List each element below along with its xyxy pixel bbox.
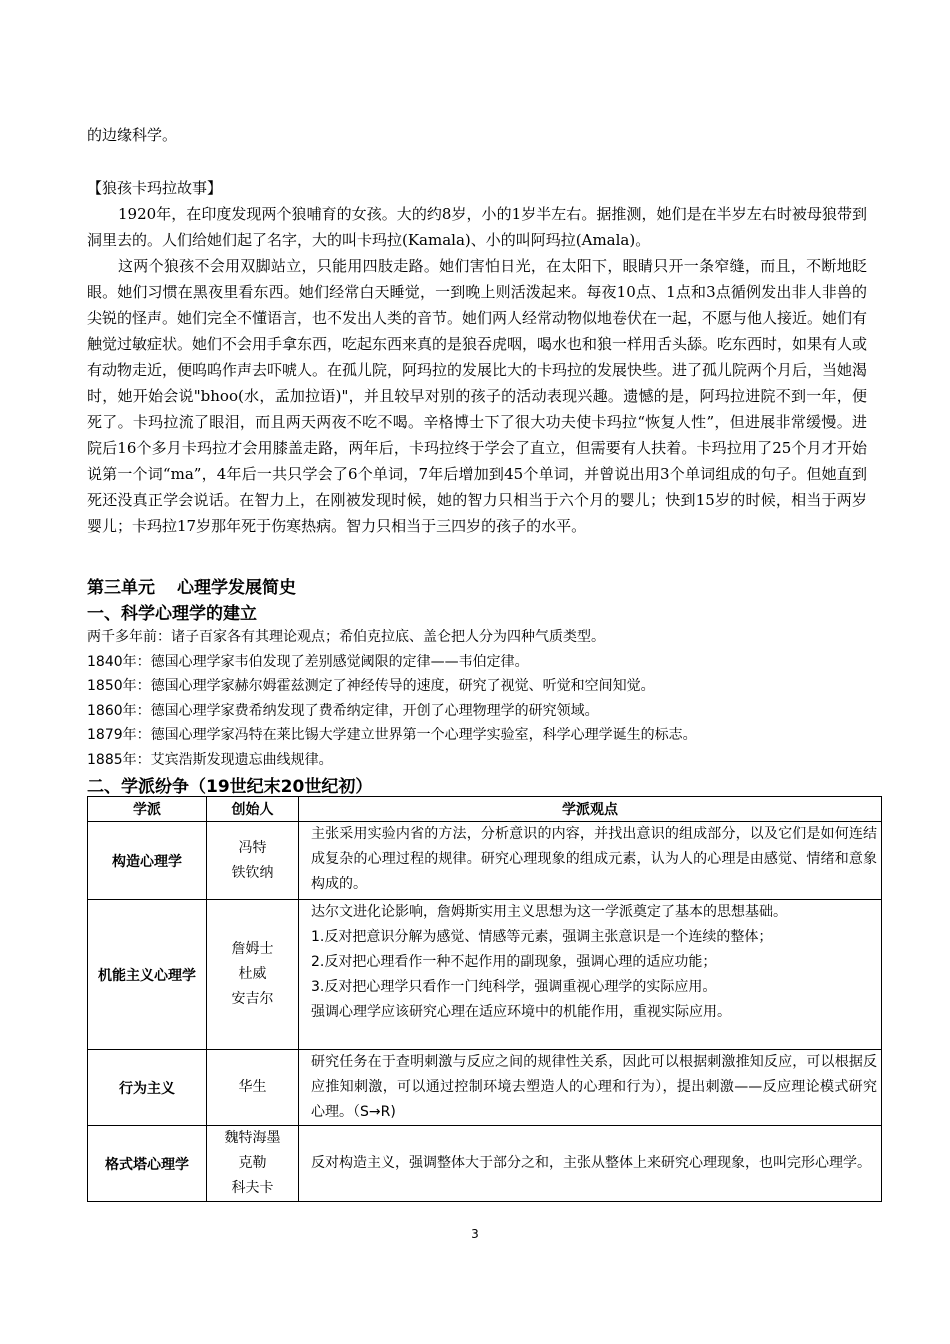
view-cell [299,822,882,900]
view-cell [299,900,882,1050]
section-heading: 二、学派纷争（19世纪末20世纪初） [87,777,373,797]
intro-text: 的边缘科学。 [87,126,178,144]
view-text: 1.反对把意识分解为感觉、情感等元素，强调主张意识是一个连续的整体； [311,929,773,945]
section-heading: 一、科学心理学的建立 [87,604,257,624]
history-item: 两千多年前：诸子百家各有其理论观点；希伯克拉底、盖仑把人分为四种气质类型。 [87,629,605,645]
history-item: 1850年：德国心理学家赫尔姆霍兹测定了神经传导的速度，研究了视觉、听觉和空间知觉。 [87,678,655,694]
founder: 魏特海墨 [224,1130,281,1146]
founder: 克勒 [238,1155,267,1171]
table-row [88,900,882,1050]
column-header: 学派观点 [299,797,882,822]
story-paragraph: 1920年，在印度发现两个狼哺育的女孩。大的约8岁，小的1岁半左右。据推测，她们是在半岁左右时被母狼带到洞里去的。人们给她们起了名字，大的叫卡玛拉(Kamala)、小的叫阿玛拉(Amala)。 [87,205,867,249]
view-cell [299,1126,882,1202]
founders-cell [207,1126,299,1202]
table-row [88,822,882,900]
founders-cell [207,822,299,900]
founder: 铁钦纳 [231,864,274,881]
school-name: 格式塔心理学 [88,1126,207,1202]
founder: 冯特 [238,839,267,856]
column-header: 学派 [88,797,207,822]
founders-cell [207,900,299,1050]
view-cell [299,1050,882,1126]
school-name: 机能主义心理学 [88,900,207,1050]
history-item: 1885年：艾宾浩斯发现遗忘曲线规律。 [87,751,333,768]
founder: 詹姆士 [231,941,274,957]
table-row [88,1126,882,1202]
founder: 安吉尔 [231,991,274,1007]
view-text: 反对构造主义，强调整体大于部分之和，主张从整体上来研究心理现象，也叫完形心理学。 [311,1155,871,1171]
column-header: 创始人 [207,797,299,822]
view-text: 主张采用实验内省的方法，分析意识的内容，并找出意识的组成部分，以及它们是如何连结成复杂的心理过程的规律。研究心理现象的组成元素，认为人的心理是由感觉、情绪和意象构成的。 [311,826,877,892]
view-text: 研究任务在于查明刺激与反应之间的规律性关系，因此可以根据刺激推知反应，可以根据反应推知刺激，可以通过控制环境去塑造人的心理和行为），提出刺激——反应理论模式研究心理。（S→R) [311,1054,877,1120]
story-paragraph: 这两个狼孩不会用双脚站立，只能用四肢走路。她们害怕日光，在太阳下，眼睛只开一条窄缝，而且，不断地眨眼。她们习惯在黑夜里看东西。她们经常白天睡觉，一到晚上则活泼起来。每夜10点、1点和3点循例发出非人非兽的尖锐的怪声。她们完全不懂语言，也不发出人类的音节。她们两人经常动物似地卷伏在一起，不愿与他人接近。她们有触觉过敏症状。她们不会用手拿东西，吃起东西来真的是狼吞虎咽，喝水也和狼一样用舌头舔。吃东西时，如果有人或有动物走近，便呜呜作声去吓唬人。在孤儿院，阿玛拉的发展比大的卡玛拉的发展快些。进了孤儿院两个月后，当她渴时，她开始会说"bhoo(水，孟加拉语)"，并且较早对别的孩子的活动表现兴趣。遗憾的是，阿玛拉进院不到一年，便死了。卡玛拉流了眼泪，而且两天两夜不吃不喝。辛格博士下了很大功夫使卡玛拉“恢复人性”，但进展非常缓慢。进院后16个多月卡玛拉才会用膝盖走路，两年后，卡玛拉终于学会了直立，但需要有人扶着。卡玛拉用了25个月才开始说第一个词“ma”，4年后一共只学会了6个单词，7年后增加到45个单词，并曾说出用3个单词组成的句子。但她直到死还没真正学会说话。在智力上，在刚被发现时候，她的智力只相当于六个月的婴儿；快到15岁的时候，相当于两岁婴儿；卡玛拉17岁那年死于伤寒热病。智力只相当于三四岁的孩子的水平。 [87,257,868,535]
page-number: 3 [471,1227,479,1241]
founders-cell [207,1050,299,1126]
school-name: 行为主义 [88,1050,207,1126]
view-text: 3.反对把心理学只看作一门纯科学，强调重视心理学的实际应用。 [311,979,717,995]
unit-label: 第三单元 [87,578,155,598]
unit-title: 心理学发展简史 [177,578,296,598]
founder: 科夫卡 [231,1180,274,1196]
table-row [88,1050,882,1126]
view-text: 达尔文进化论影响，詹姆斯实用主义思想为这一学派奠定了基本的思想基础。 [311,904,787,920]
school-name: 构造心理学 [88,822,207,900]
history-item: 1840年：德国心理学家韦伯发现了差别感觉阈限的定律——韦伯定律。 [87,653,529,670]
story-title: 【狼孩卡玛拉故事】 [87,179,223,197]
founder: 杜威 [238,966,267,982]
history-item: 1879年：德国心理学家冯特在莱比锡大学建立世界第一个心理学实验室，科学心理学诞生的标志。 [87,727,697,743]
schools-table [87,796,882,1202]
view-text: 强调心理学应该研究心理在适应环境中的机能作用，重视实际应用。 [311,1004,731,1020]
view-text: 2.反对把心理看作一种不起作用的副现象，强调心理的适应功能； [311,954,717,970]
unit-heading [87,573,296,598]
history-list [87,625,697,772]
table-header-row [88,797,882,822]
founder: 华生 [238,1079,267,1095]
history-item: 1860年：德国心理学家费希纳发现了费希纳定律，开创了心理物理学的研究领域。 [87,702,599,719]
